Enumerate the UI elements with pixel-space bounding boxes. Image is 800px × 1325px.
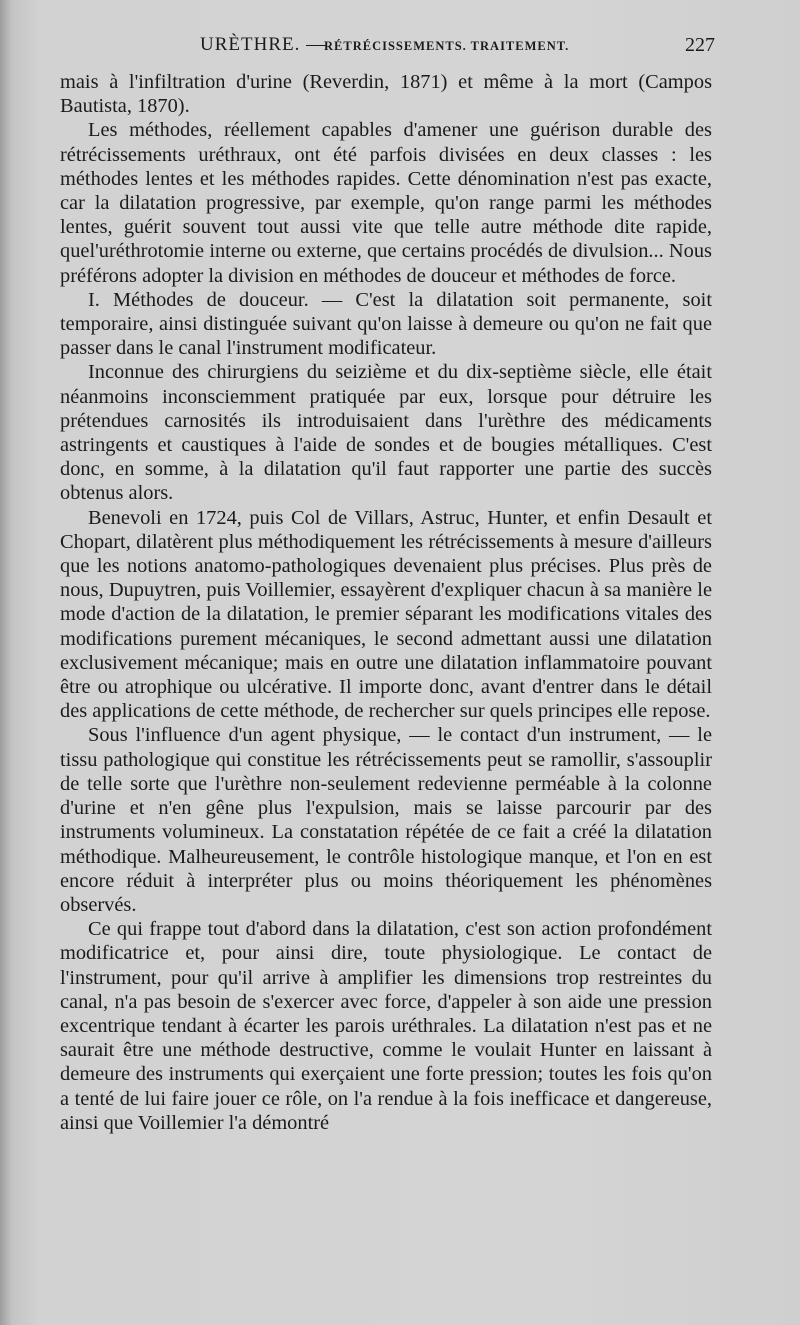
paragraph: Benevoli en 1724, puis Col de Villars, Astruc, Hunter, et enfin Desault et Chopart, dilatèrent plus méthodiquement les rétrécissements à mesure d'ailleurs que les notions anatomo-pathologiques devenaient plus précises. Plus près de nous, Dupuytren, puis Voillemier, essayèrent d'expliquer chacun à sa manière le mode d'action de la dilatation, le premier séparant les modifications vitales des modifications purement mécaniques, le second admettant aussi une dilatation exclusivement mécanique; mais en outre une dilatation inflammatoire pouvant être ou atrophique ou ulcérative. Il importe donc, avant d'entrer dans le détail des applications de cette méthode, de rechercher sur quels principes elle repose. [60, 506, 712, 723]
paragraph: Les méthodes, réellement capables d'amener une guérison durable des rétrécissements uréthraux, ont été parfois divisées en deux classes : les méthodes lentes et les méthodes rapides. Cette dénomination n'est pas exacte, car la dilatation progressive, par exemple, qu'on range parmi les méthodes lentes, guérit souvent tout aussi vite que telle autre méthode dite rapide, quel'uréthrotomie interne ou externe, que certains procédés de divulsion... Nous préférons adopter la division en méthodes de douceur et méthodes de force. [60, 119, 712, 287]
body-text [60, 70, 712, 1135]
paragraph: Sous l'influence d'un agent physique, — le contact d'un instrument, — le tissu pathologique qui constitue les rétrécissements peut se ramollir, s'assouplir de telle sorte que l'urèthre non-seulement redevienne perméable à la colonne d'urine et n'en gêne plus l'expulsion, mais se laisse parcourir par des instruments volumineux. La constatation répétée de ce fait a créé la dilatation méthodique. Malheureusement, le contrôle histologique manque, et l'on en est encore réduit à interpréter plus ou moins théoriquement les phénomènes observés. [60, 724, 712, 916]
paragraph: Ce qui frappe tout d'abord dans la dilatation, c'est son action profondément modificatrice et, pour ainsi dire, toute physiologique. Le contact de l'instrument, pour qu'il arrive à amplifier les dimensions trop restreintes du canal, n'a pas besoin de s'exercer avec force, d'appeler à son aide une pression excentrique tendant à écarter les parois uréthrales. La dilatation n'est pas et ne saurait être une méthode destructive, comme le voulait Hunter en laissant à demeure des instruments qui exerçaient une forte pression; toutes les fois qu'on a tenté de lui faire jouer ce rôle, on l'a rendue à la fois inefficace et dangereuse, ainsi que Voillemier l'a démontré [60, 918, 712, 1134]
paragraph: Inconnue des chirurgiens du seizième et du dix-septième siècle, elle était néanmoins inconsciemment pratiquée par eux, lorsque pour détruire les prétendues carnosités ils introduisaient dans l'urèthre des médicaments astringents et caustiques à l'aide de sondes et de bougies métalliques. C'est donc, en somme, à la dilatation qu'il faut rapporter une partie des succès obtenus alors. [60, 361, 712, 505]
page-number: 227 [685, 34, 715, 56]
paragraph: I. Méthodes de douceur. — C'est la dilatation soit permanente, soit temporaire, ainsi distinguée suivant qu'on laisse à demeure ou qu'on ne fait que passer dans le canal l'instrument modificateur. [60, 288, 712, 360]
header-title: URÈTHRE. — [200, 34, 327, 55]
running-header [60, 34, 715, 60]
paragraph: mais à l'infiltration d'urine (Reverdin, 1871) et même à la mort (Campos Bautista, 1870). [60, 71, 712, 118]
header-subtitle: RÉTRÉCISSEMENTS. TRAITEMENT. [324, 39, 570, 53]
